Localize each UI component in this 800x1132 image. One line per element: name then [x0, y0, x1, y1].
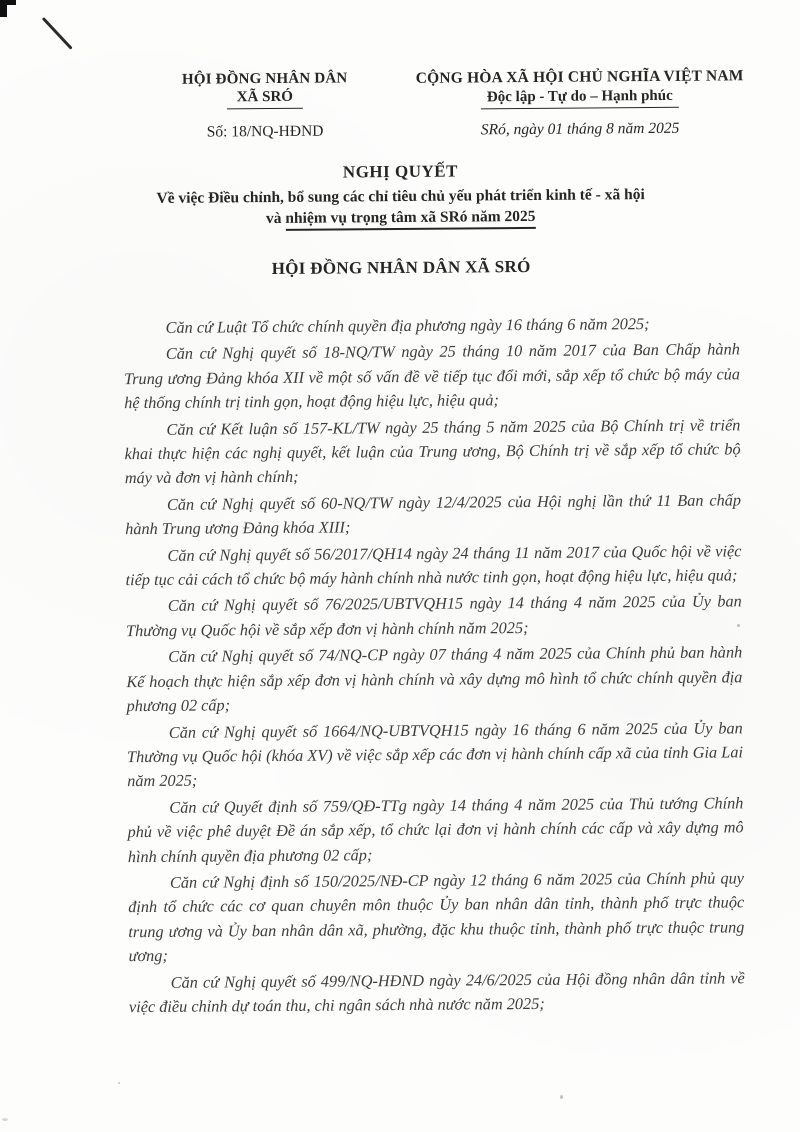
document-title: NGHỊ QUYẾT: [342, 161, 458, 182]
legal-basis-paragraph: Căn cứ Nghị quyết số 76/2025/UBTVQH15 ngày 14 tháng 4 năm 2025 của Ủy ban Thường vụ Quốc hội về sắp xếp đơn vị hành chính năm 2025;: [125, 591, 742, 641]
issuing-authority-block: [130, 70, 400, 112]
title-block: [0, 159, 800, 281]
national-title: CỘNG HÒA XÃ HỘI CHỦ NGHĨA VIỆT NAM: [415, 67, 744, 87]
resolving-body-heading: HỘI ĐỒNG NHÂN DÂN XÃ SRÓ: [271, 256, 531, 279]
subtitle-prefix: và: [265, 209, 286, 228]
national-motto: Độc lập - Tự do – Hạnh phúc: [481, 87, 679, 110]
legal-basis-paragraph: Căn cứ Quyết định số 759/QĐ-TTg ngày 14 tháng 4 năm 2025 của Thủ tướng Chính phủ về việc phê duyệt Đề án sắp xếp, tổ chức lại đơn vị hành chính các cấp và xây dựng mô hình chính quyền địa phương 02 cấp;: [127, 793, 744, 866]
legal-basis-paragraph: Căn cứ Nghị định số 150/2025/NĐ-CP ngày 12 tháng 6 năm 2025 của Chính phủ quy định tổ chức các cơ quan chuyên môn thuộc Ủy ban nhân dân tỉnh, thành phố trực thuộc trung ương và Ủy ban nhân dân xã, phường, đặc khu thuộc tỉnh, thành phố trực thuộc trung ương;: [128, 868, 745, 966]
legal-basis-paragraph: Căn cứ Nghị quyết số 56/2017/QH14 ngày 24 tháng 11 năm 2017 của Quốc hội về việc tiếp tục cải cách tổ chức bộ máy hành chính nhà nước tinh gọn, hoạt động hiệu lực, hiệu quả;: [125, 540, 742, 590]
document-subtitle-line1: Về việc Điều chỉnh, bổ sung các chỉ tiêu chủ yếu phát triển kinh tế - xã hội: [156, 186, 645, 207]
scan-speck: [2, 1118, 8, 1121]
legal-basis-paragraph: Căn cứ Kết luận số 157-KL/TW ngày 25 tháng 5 năm 2025 của Bộ Chính trị về triển khai thực hiện các nghị quyết, kết luận của Trung ương, Bộ Chính trị về sắp xếp tổ chức bộ máy và đơn vị hành chính;: [124, 414, 741, 488]
letterhead: [0, 0, 800, 113]
legal-basis-paragraph: Căn cứ Nghị quyết số 18-NQ/TW ngày 25 tháng 10 năm 2017 của Ban Chấp hành Trung ương Đảng khóa XII về một số vấn đề về tiếp tục đổi mới, sắp xếp tổ chức bộ máy của hệ thống chính trị tinh gọn, hoạt động hiệu lực, hiệu quả;: [123, 339, 741, 413]
document-number: Số: 18/NQ-HĐND: [206, 122, 324, 141]
scan-speck: [118, 1082, 120, 1084]
issuing-authority-name: HỘI ĐỒNG NHÂN DÂN: [181, 70, 348, 88]
document-body: [124, 311, 746, 1019]
place-and-date: SRó, ngày 01 tháng 8 năm 2025: [480, 119, 680, 139]
national-heading-block: [400, 67, 760, 110]
legal-basis-paragraph: Căn cứ Nghị quyết số 1664/NQ-UBTVQH15 ngày 16 tháng 6 năm 2025 của Ủy ban Thường vụ Quốc hội (khóa XV) về việc sắp xếp các đơn vị hành chính cấp xã của tỉnh Gia Lai năm 2025;: [126, 717, 744, 791]
scan-speck: [560, 1095, 563, 1099]
legal-basis-paragraph: Căn cứ Nghị quyết số 74/NQ-CP ngày 07 tháng 4 năm 2025 của Chính phủ ban hành Kế hoạch thực hiện sắp xếp đơn vị hành chính và xây dựng mô hình tổ chức chính quyền địa phương 02 cấp;: [126, 642, 743, 716]
legal-basis-paragraph: Căn cứ Nghị quyết số 499/NQ-HĐND ngày 24/6/2025 của Hội đồng nhân dân tỉnh về việc điều chỉnh dự toán thu, chi ngân sách nhà nước năm 2025;: [128, 967, 745, 1017]
legal-basis-paragraph: Căn cứ Luật Tổ chức chính quyền địa phương ngày 16 tháng 6 năm 2025;: [165, 314, 650, 337]
reference-row: [0, 107, 800, 143]
issuing-authority-commune: XÃ SRÓ: [227, 88, 303, 110]
subtitle-underlined-text: nhiệm vụ trọng tâm xã SRó năm 2025: [285, 208, 535, 231]
legal-basis-paragraph: Căn cứ Nghị quyết số 60-NQ/TW ngày 12/4/2025 của Hội nghị lần thứ 11 Ban chấp hành Trung ương Đảng khóa XIII;: [125, 490, 742, 539]
document-subtitle: [1, 183, 800, 231]
